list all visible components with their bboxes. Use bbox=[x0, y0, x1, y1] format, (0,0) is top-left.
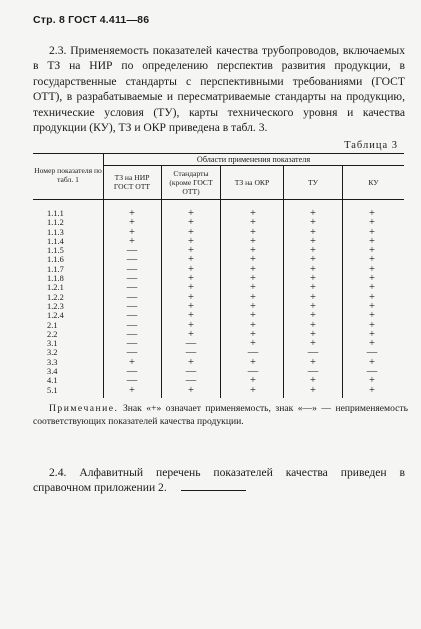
table-cell: — bbox=[366, 347, 378, 359]
table-cell: + bbox=[250, 300, 256, 312]
table-cell: + bbox=[250, 217, 256, 229]
row-number: 1.1.3 bbox=[47, 227, 64, 237]
table-cell: + bbox=[250, 328, 256, 340]
table-cell: + bbox=[310, 254, 316, 266]
table-cell: + bbox=[250, 375, 256, 387]
table-cell: + bbox=[250, 291, 256, 303]
row-number: 3.2 bbox=[47, 348, 58, 358]
row-number: 3.3 bbox=[47, 357, 58, 367]
row-number: 5.1 bbox=[47, 385, 58, 395]
table-cell: — bbox=[126, 366, 138, 378]
table-cell: + bbox=[188, 226, 194, 238]
row-number: 3.1 bbox=[47, 339, 58, 349]
table-cell: — bbox=[126, 300, 138, 312]
table-cell: + bbox=[369, 384, 375, 396]
applicability-table bbox=[33, 153, 404, 398]
table-cell: + bbox=[250, 273, 256, 285]
table-cell: + bbox=[250, 208, 256, 219]
table-cell: — bbox=[126, 254, 138, 266]
paragraph-2-3: 2.3. Применяемость показателей качества трубопроводов, включаемых в ТЗ на НИР по определению перспектив развития продукции, в государственные стандарты с перспективными требованиями (ГОСТ ОТТ), в разрабатываемые и пересматриваемые стандарты на продукцию, технические условия (ТУ), карты технического уровня и качества продукции (КУ), ТЗ и ОКР приведена в табл. 3. bbox=[33, 44, 405, 135]
group-header-application-areas: Области применения показателя bbox=[196, 155, 311, 164]
table-cell: + bbox=[188, 356, 194, 368]
table-cell: — bbox=[185, 338, 197, 350]
table-cell: + bbox=[188, 319, 194, 331]
table-cell: + bbox=[188, 254, 194, 266]
column-header-indicator-number: Номер показателя по табл. 1 bbox=[34, 166, 102, 184]
table-cell: — bbox=[185, 366, 197, 378]
note-text: Знак «+» означает применяемость, знак «—» — неприменяемость соответствующих показателей качества продукции. bbox=[33, 403, 408, 427]
table-cell: + bbox=[310, 328, 316, 340]
table-cell: + bbox=[188, 263, 194, 275]
table-cell: + bbox=[188, 282, 194, 294]
column-header-ku: КУ bbox=[368, 178, 379, 187]
table-cell: + bbox=[250, 282, 256, 294]
table-cell: + bbox=[250, 263, 256, 275]
table-cell: + bbox=[129, 235, 135, 247]
row-number: 1.1.2 bbox=[47, 218, 64, 228]
table-cell: + bbox=[129, 356, 135, 368]
table-cell: + bbox=[250, 235, 256, 247]
table-cell: + bbox=[310, 356, 316, 368]
column-header-standards: Стандарты (кроме ГОСТ ОТТ) bbox=[169, 169, 213, 196]
row-numbers-column bbox=[47, 209, 69, 395]
table-cell: + bbox=[188, 235, 194, 247]
paragraph-2-4: 2.4. Алфавитный перечень показателей качества приведен в справочном приложении 2. bbox=[33, 466, 405, 495]
table-label: Таблица 3 bbox=[344, 140, 398, 151]
table-cell: + bbox=[188, 273, 194, 285]
table-cell: + bbox=[250, 338, 256, 350]
table-cell: + bbox=[250, 226, 256, 238]
table-cell: + bbox=[310, 273, 316, 285]
table-cell: + bbox=[188, 328, 194, 340]
table-cell: + bbox=[369, 273, 375, 285]
table-cell: + bbox=[310, 300, 316, 312]
table-cell: + bbox=[310, 291, 316, 303]
column-header-tu: ТУ bbox=[307, 178, 318, 187]
table-cell: — bbox=[126, 263, 138, 275]
page-header: Стр. 8 ГОСТ 4.411—86 bbox=[33, 14, 150, 26]
table-cell: + bbox=[310, 217, 316, 229]
table-cell: — bbox=[126, 273, 138, 285]
table-cell: + bbox=[250, 384, 256, 396]
table-cell: + bbox=[188, 245, 194, 257]
row-number: 1.2.3 bbox=[47, 301, 64, 311]
table-note bbox=[33, 403, 408, 428]
table-cell: + bbox=[310, 208, 316, 219]
row-number: 1.2.2 bbox=[47, 292, 64, 302]
table-cell: + bbox=[188, 208, 194, 219]
table-cell: + bbox=[369, 291, 375, 303]
table-cell: + bbox=[310, 263, 316, 275]
table-cell: + bbox=[129, 384, 135, 396]
row-number: 1.1.7 bbox=[47, 264, 64, 274]
table-cell: — bbox=[126, 338, 138, 350]
table-cell: + bbox=[369, 338, 375, 350]
row-number: 2.1 bbox=[47, 320, 58, 330]
row-number: 1.1.8 bbox=[47, 274, 64, 284]
table-cell: — bbox=[126, 282, 138, 294]
table-cell: + bbox=[129, 208, 135, 219]
table-cell: + bbox=[310, 319, 316, 331]
table-cell: + bbox=[369, 208, 375, 219]
row-number: 4.1 bbox=[47, 376, 58, 386]
table-cell: + bbox=[369, 310, 375, 322]
table-cell: — bbox=[185, 375, 197, 387]
note-heading: Примечание. bbox=[49, 403, 119, 414]
table-cell: + bbox=[188, 217, 194, 229]
table-cell: + bbox=[129, 226, 135, 238]
table-cell: + bbox=[188, 384, 194, 396]
table-cell: + bbox=[369, 254, 375, 266]
end-rule bbox=[181, 490, 246, 491]
table-cell: + bbox=[250, 356, 256, 368]
table-cell: — bbox=[126, 291, 138, 303]
table-cell: + bbox=[369, 375, 375, 387]
table-cell: + bbox=[188, 300, 194, 312]
table-cell: — bbox=[126, 375, 138, 387]
table-cell: + bbox=[369, 263, 375, 275]
column-standards-values bbox=[183, 209, 199, 395]
column-header-tz-nir: ТЗ на НИР ГОСТ ОТТ bbox=[113, 173, 151, 191]
row-number: 2.2 bbox=[47, 329, 58, 339]
table-cell: — bbox=[247, 347, 259, 359]
table-cell: + bbox=[310, 282, 316, 294]
table-cell: + bbox=[369, 235, 375, 247]
row-number: 1.1.1 bbox=[47, 209, 64, 218]
table-cell: + bbox=[188, 310, 194, 322]
table-cell: — bbox=[126, 319, 138, 331]
table-cell: + bbox=[250, 310, 256, 322]
table-cell: + bbox=[310, 235, 316, 247]
table-cell: + bbox=[310, 245, 316, 257]
table-cell: — bbox=[185, 347, 197, 359]
column-tu-values bbox=[305, 209, 321, 395]
table-cell: + bbox=[250, 245, 256, 257]
table-cell: + bbox=[310, 384, 316, 396]
table-cell: + bbox=[250, 254, 256, 266]
table-cell: + bbox=[310, 338, 316, 350]
table-cell: — bbox=[126, 245, 138, 257]
table-cell: — bbox=[307, 366, 319, 378]
column-tz-nir-values bbox=[124, 209, 140, 395]
table-cell: — bbox=[366, 366, 378, 378]
table-cell: + bbox=[369, 319, 375, 331]
table-cell: — bbox=[247, 366, 259, 378]
table-cell: + bbox=[310, 226, 316, 238]
column-ku-values bbox=[364, 209, 380, 395]
table-cell: + bbox=[369, 282, 375, 294]
table-cell: + bbox=[369, 356, 375, 368]
table-cell: + bbox=[310, 310, 316, 322]
row-number: 1.2.4 bbox=[47, 311, 64, 321]
row-number: 1.1.6 bbox=[47, 255, 64, 265]
table-cell: — bbox=[307, 347, 319, 359]
table-cell: — bbox=[126, 328, 138, 340]
table-cell: + bbox=[250, 319, 256, 331]
table-cell: + bbox=[369, 226, 375, 238]
table-cell: + bbox=[129, 217, 135, 229]
table-cell: + bbox=[369, 245, 375, 257]
row-number: 3.4 bbox=[47, 367, 58, 377]
table-cell: — bbox=[126, 347, 138, 359]
table-cell: + bbox=[188, 291, 194, 303]
row-number: 1.2.1 bbox=[47, 283, 64, 293]
row-number: 1.1.5 bbox=[47, 246, 64, 256]
column-header-tz-okr: ТЗ на ОКР bbox=[234, 178, 270, 187]
column-tz-okr-values bbox=[245, 209, 261, 395]
table-cell: + bbox=[310, 375, 316, 387]
table-cell: + bbox=[369, 328, 375, 340]
row-number: 1.1.4 bbox=[47, 236, 64, 246]
table-cell: — bbox=[126, 310, 138, 322]
table-cell: + bbox=[369, 217, 375, 229]
table-cell: + bbox=[369, 300, 375, 312]
